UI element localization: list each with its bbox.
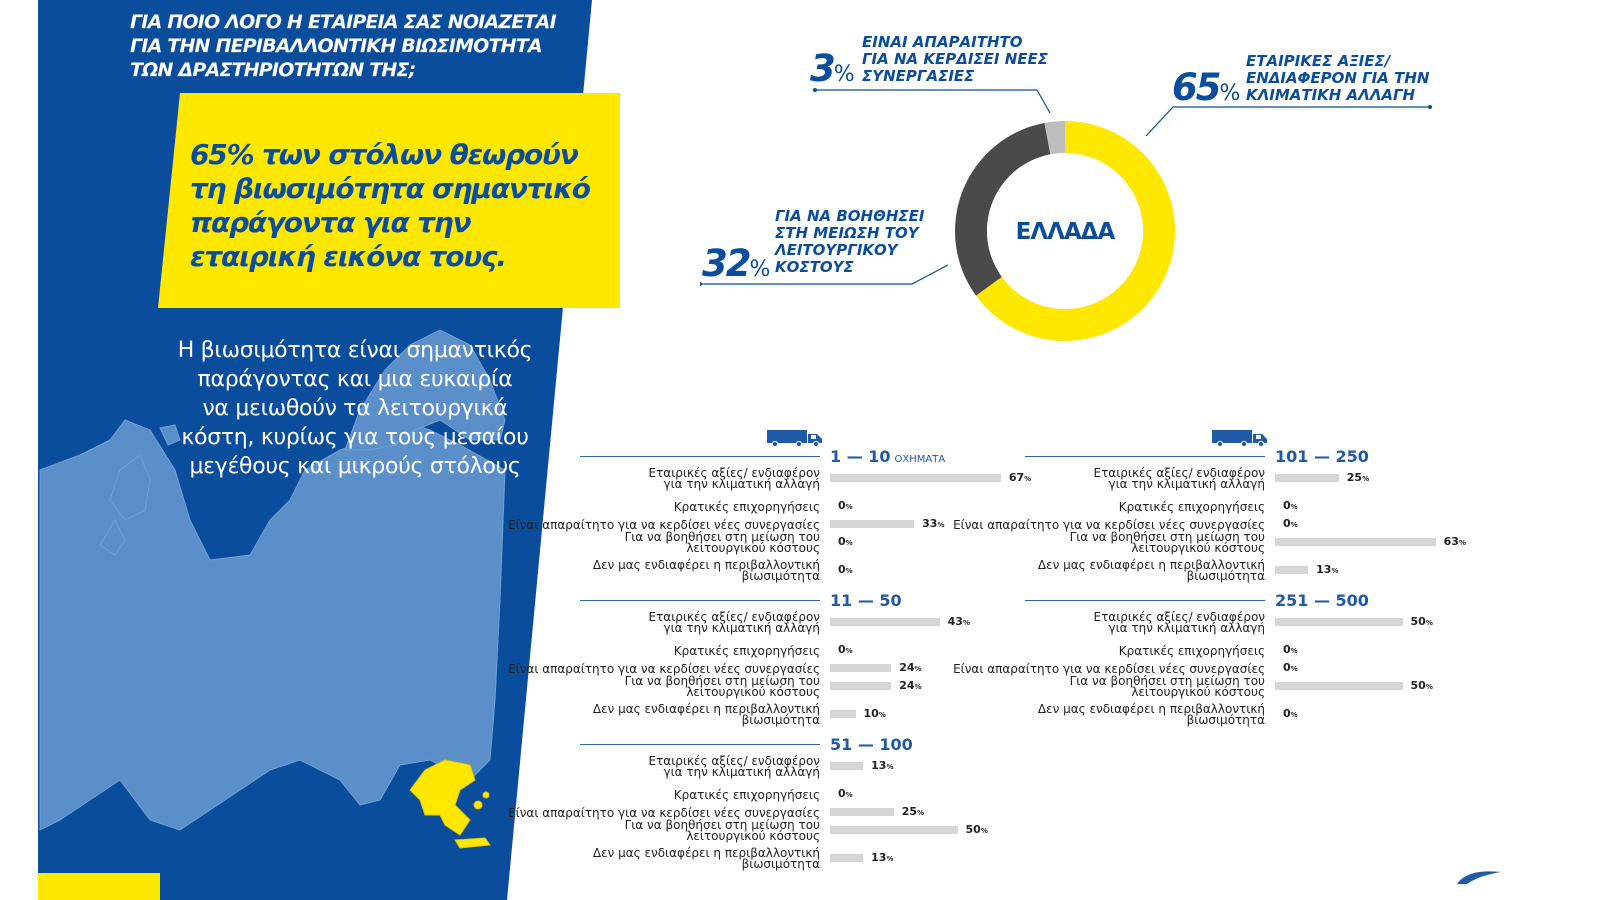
- bar-value-unit: %: [845, 567, 853, 575]
- bar-value: 0: [838, 499, 846, 512]
- bar-value-label: [838, 787, 853, 800]
- category-line: λειτουργικού κόστους: [1131, 541, 1265, 555]
- category-line: για την κλιματική αλλαγή: [1108, 477, 1265, 491]
- category-line: Δεν μας ενδιαφέρει η περιβαλλοντική: [592, 702, 820, 716]
- bar-value-unit: %: [1331, 567, 1339, 575]
- bar: [830, 710, 856, 718]
- pct-number: 32: [702, 242, 750, 285]
- bar-value-label: [899, 679, 921, 692]
- bar-value-unit: %: [1425, 683, 1433, 691]
- bar-value-unit: %: [1290, 521, 1298, 529]
- bar-value-label: [1411, 615, 1433, 628]
- bar-value: 50: [1410, 615, 1426, 628]
- category-line: Είναι απαραίτητο για να κερδίσει νέες συνεργασίες: [508, 518, 820, 532]
- question-line: ΓΙΑ ΤΗΝ ΠΕΡΙΒΑΛΛΟΝΤΙΚΗ ΒΙΩΣΙΜΟΤΗΤΑ: [130, 35, 542, 57]
- category-line: Για να βοηθήσει στη μείωση του: [624, 530, 820, 544]
- bar-value: 50: [1410, 679, 1426, 692]
- bar-value: 13: [871, 759, 887, 772]
- bar-value: 0: [838, 787, 846, 800]
- bar-value: 33: [922, 517, 938, 530]
- category-line: για την κλιματική αλλαγή: [663, 477, 820, 491]
- bar: [830, 618, 940, 626]
- slice-pct-3: [810, 47, 855, 90]
- bar-value: 10: [863, 707, 879, 720]
- label-line: ΣΤΗ ΜΕΙΩΣΗ ΤΟΥ: [775, 224, 919, 242]
- group-unit: ΟΧΗΜΑΤΑ: [894, 454, 946, 465]
- category-line: Κρατικές επιχορηγήσεις: [673, 644, 820, 658]
- bar-value-label: [1283, 661, 1298, 674]
- bar-value: 43: [947, 615, 963, 628]
- group-title: [830, 735, 913, 754]
- bar-category-label: [1038, 560, 1265, 582]
- bar-category-label: [625, 676, 820, 698]
- bar-category-label: [674, 790, 820, 801]
- bar: [1275, 538, 1436, 546]
- bar: [830, 826, 958, 834]
- category-line: λειτουργικού κόστους: [686, 829, 820, 843]
- bar-value-label: [1283, 517, 1298, 530]
- bar-value-unit: %: [845, 647, 853, 655]
- bar-value-unit: %: [878, 711, 886, 719]
- bar-value: 24: [899, 661, 915, 674]
- bar-value: 67: [1008, 471, 1025, 484]
- headline-line: παράγοντα για την: [190, 206, 471, 239]
- category-line: για την κλιματική αλλαγή: [663, 621, 820, 635]
- group-divider: [1025, 600, 1265, 601]
- category-line: Είναι απαραίτητο για να κερδίσει νέες συνεργασίες: [953, 662, 1265, 676]
- category-line: Για να βοηθήσει στη μείωση του: [1069, 674, 1265, 688]
- bar-value-label: [871, 759, 893, 772]
- category-line: Κρατικές επιχορηγήσεις: [1118, 644, 1265, 658]
- bar: [1275, 682, 1403, 690]
- bar-category-label: [1094, 468, 1266, 490]
- bottom-yellow-strip: [38, 873, 160, 900]
- slice-pct-32: [702, 242, 770, 285]
- bar-value-unit: %: [1290, 711, 1298, 719]
- bar-value-label: [966, 823, 988, 836]
- group-range: 1 — 10: [830, 447, 891, 466]
- bar-value-unit: %: [886, 763, 894, 771]
- group-title: [830, 447, 945, 466]
- pct-symbol: %: [1219, 81, 1241, 106]
- bar-value-unit: %: [1458, 539, 1466, 547]
- bar-value: 0: [838, 535, 846, 548]
- group-title: [1275, 591, 1369, 610]
- body-line: κόστη, κυρίως για τους μεσαίου: [181, 425, 529, 450]
- bar-value-label: [1316, 563, 1338, 576]
- category-line: βιωσιμότητα: [741, 857, 820, 871]
- group-divider: [580, 600, 820, 601]
- pct-number: 65: [1172, 66, 1220, 109]
- pct-number: 3: [810, 47, 834, 90]
- bar-value: 25: [901, 805, 918, 818]
- category-line: Εταιρικές αξίες/ ενδιαφέρον: [648, 754, 820, 768]
- bar-value: 0: [1283, 707, 1291, 720]
- bar-value-label: [1283, 499, 1298, 512]
- category-line: Εταιρικές αξίες/ ενδιαφέρον: [1093, 466, 1265, 480]
- label-line: ΛΕΙΤΟΥΡΓΙΚΟΥ: [775, 241, 898, 259]
- bar-value-unit: %: [845, 539, 853, 547]
- body-text: [160, 336, 550, 481]
- bar-category-label: [1070, 676, 1265, 698]
- bar-value-label: [838, 535, 853, 548]
- bar-value-unit: %: [980, 827, 988, 835]
- leader-line-3: [815, 90, 1050, 113]
- bar-value-label: [922, 517, 944, 530]
- category-line: λειτουργικού κόστους: [1131, 685, 1265, 699]
- group-range: 51 — 100: [830, 735, 913, 754]
- bar-value: 24: [899, 679, 915, 692]
- category-line: Κρατικές επιχορηγήσεις: [673, 500, 820, 514]
- group-range: 101 — 250: [1275, 447, 1369, 466]
- headline-line: τη βιωσιμότητα σημαντικό: [190, 172, 590, 205]
- leader-line-65: [1146, 107, 1430, 136]
- label-line: ΓΙΑ ΝΑ ΒΟΗΘΗΣΕΙ: [775, 207, 925, 225]
- bar-value-label: [838, 643, 853, 656]
- category-line: Εταιρικές αξίες/ ενδιαφέρον: [1093, 610, 1265, 624]
- bar-value-label: [1009, 471, 1031, 484]
- bar-value: 63: [1443, 535, 1459, 548]
- bar-value: 0: [1283, 643, 1291, 656]
- body-line: μεγέθους και μικρούς στόλους: [189, 454, 521, 479]
- group-divider: [580, 456, 820, 457]
- group-divider: [1025, 456, 1265, 457]
- category-line: βιωσιμότητα: [741, 569, 820, 583]
- bar-value-label: [864, 707, 886, 720]
- bar: [1275, 474, 1339, 482]
- bar-value-unit: %: [845, 503, 853, 511]
- body-line: παράγοντας και μια ευκαιρία: [197, 367, 513, 392]
- body-line: Η βιωσιμότητα είναι σημαντικός: [177, 338, 533, 363]
- category-line: για την κλιματική αλλαγή: [663, 765, 820, 779]
- bar-value-unit: %: [1425, 619, 1433, 627]
- group-range: 251 — 500: [1275, 591, 1369, 610]
- category-line: Είναι απαραίτητο για να κερδίσει νέες συνεργασίες: [508, 806, 820, 820]
- bar-value: 0: [1283, 499, 1291, 512]
- bar-category-label: [593, 704, 820, 726]
- category-line: Δεν μας ενδιαφέρει η περιβαλλοντική: [592, 558, 820, 572]
- bar-value-label: [948, 615, 970, 628]
- bar-category-label: [649, 468, 821, 490]
- bar-value-unit: %: [845, 791, 853, 799]
- bar-value-unit: %: [1290, 665, 1298, 673]
- bar-category-label: [649, 612, 821, 634]
- bar-value-label: [899, 661, 921, 674]
- bar-value-label: [1283, 643, 1298, 656]
- donut-center-label: ΕΛΛΑΔΑ: [1015, 219, 1115, 245]
- bar-value-unit: %: [1290, 647, 1298, 655]
- bar-value-unit: %: [886, 855, 894, 863]
- group-range: 11 — 50: [830, 591, 902, 610]
- bar: [830, 664, 891, 672]
- category-line: Δεν μας ενδιαφέρει η περιβαλλοντική: [592, 846, 820, 860]
- bar-value: 13: [1316, 563, 1332, 576]
- headline-text: [190, 138, 630, 274]
- bar-value: 0: [838, 643, 846, 656]
- bar-category-label: [1038, 704, 1265, 726]
- bar-category-label: [625, 532, 820, 554]
- category-line: Για να βοηθήσει στη μείωση του: [624, 674, 820, 688]
- label-line: ΓΙΑ ΝΑ ΚΕΡΔΙΣΕΙ ΝΕΕΣ: [862, 50, 1048, 68]
- category-line: Δεν μας ενδιαφέρει η περιβαλλοντική: [1037, 702, 1265, 716]
- bar-category-label: [593, 560, 820, 582]
- slice-label-65: [1246, 52, 1435, 104]
- category-line: λειτουργικού κόστους: [686, 541, 820, 555]
- label-line: ΚΟΣΤΟΥΣ: [775, 258, 854, 276]
- bar: [1275, 566, 1308, 574]
- pct-symbol: %: [749, 257, 771, 282]
- category-line: Κρατικές επιχορηγήσεις: [673, 788, 820, 802]
- brand-logo-icon: [1455, 868, 1505, 886]
- body-line: να μειωθούν τα λειτουργικά: [202, 396, 508, 421]
- group-title: [830, 591, 902, 610]
- pct-symbol: %: [833, 62, 855, 87]
- bar: [830, 682, 891, 690]
- category-line: Κρατικές επιχορηγήσεις: [1118, 500, 1265, 514]
- bar-category-label: [1070, 532, 1265, 554]
- slice-pct-65: [1172, 66, 1240, 109]
- bar-value-unit: %: [962, 619, 970, 627]
- category-line: βιωσιμότητα: [741, 713, 820, 727]
- leader-dot: [1428, 105, 1432, 109]
- bar-value-label: [1347, 471, 1369, 484]
- bar-category-label: [625, 820, 820, 842]
- bar-value: 13: [871, 851, 887, 864]
- headline-line: 65% των στόλων θεωρούν: [190, 138, 578, 171]
- category-line: Για να βοηθήσει στη μείωση του: [624, 818, 820, 832]
- bar-category-label: [1119, 646, 1265, 657]
- bar-category-label: [593, 848, 820, 870]
- bar-category-label: [1119, 502, 1265, 513]
- bar: [830, 474, 1001, 482]
- bar-category-label: [649, 756, 821, 778]
- group-divider: [580, 744, 820, 745]
- bar-value-unit: %: [1290, 503, 1298, 511]
- question-text: [130, 10, 570, 82]
- label-line: ΕΤΑΙΡΙΚΕΣ ΑΞΙΕΣ/: [1246, 52, 1391, 70]
- truck-icon: [766, 428, 824, 448]
- category-line: Εταιρικές αξίες/ ενδιαφέρον: [648, 466, 820, 480]
- bar-category-label: [1094, 612, 1266, 634]
- bar-value-label: [902, 805, 924, 818]
- bar: [830, 762, 863, 770]
- category-line: βιωσιμότητα: [1186, 569, 1265, 583]
- category-line: Είναι απαραίτητο για να κερδίσει νέες συνεργασίες: [953, 518, 1265, 532]
- bar-value-unit: %: [914, 665, 922, 673]
- category-line: Εταιρικές αξίες/ ενδιαφέρον: [648, 610, 820, 624]
- bar-value-unit: %: [937, 521, 945, 529]
- bar-value-label: [871, 851, 893, 864]
- bar: [830, 808, 894, 816]
- category-line: Δεν μας ενδιαφέρει η περιβαλλοντική: [1037, 558, 1265, 572]
- bar-value-unit: %: [917, 809, 925, 817]
- bar-value-label: [1444, 535, 1466, 548]
- bar-value-label: [1283, 707, 1298, 720]
- label-line: ΕΙΝΑΙ ΑΠΑΡΑΙΤΗΤΟ: [862, 33, 1023, 51]
- bar: [1275, 618, 1403, 626]
- truck-icon: [1211, 428, 1269, 448]
- question-line: ΤΩΝ ΔΡΑΣΤΗΡΙΟΤΗΤΩΝ ΤΗΣ;: [130, 59, 416, 81]
- group-title: [1275, 447, 1369, 466]
- bar-value-label: [838, 563, 853, 576]
- bar-value: 50: [965, 823, 981, 836]
- bar-value-unit: %: [914, 683, 922, 691]
- bar-value-unit: %: [1362, 475, 1370, 483]
- bar-value: 25: [1346, 471, 1363, 484]
- slice-label-32: [774, 207, 930, 276]
- label-line: ΚΛΙΜΑΤΙΚΗ ΑΛΛΑΓΗ: [1246, 86, 1416, 104]
- bar-value-label: [838, 499, 853, 512]
- headline-line: εταιρική εικόνα τους.: [190, 240, 506, 273]
- category-line: βιωσιμότητα: [1186, 713, 1265, 727]
- category-line: Για να βοηθήσει στη μείωση του: [1069, 530, 1265, 544]
- bar: [830, 854, 863, 862]
- bar-value: 0: [1283, 661, 1291, 674]
- question-line: ΓΙΑ ΠΟΙΟ ΛΟΓΟ Η ΕΤΑΙΡΕΙΑ ΣΑΣ ΝΟΙΑΖΕΤΑΙ: [130, 11, 556, 33]
- bar-value: 0: [1283, 517, 1291, 530]
- bar-category-label: [674, 646, 820, 657]
- label-line: ΕΝΔΙΑΦΕΡΟΝ ΓΙΑ ΤΗΝ: [1246, 69, 1430, 87]
- slice-label-3: [862, 33, 1053, 85]
- bar-value-unit: %: [1024, 475, 1032, 483]
- bar-category-label: [674, 502, 820, 513]
- donut-chart: [700, 20, 1480, 380]
- label-line: ΣΥΝΕΡΓΑΣΙΕΣ: [862, 67, 975, 85]
- bar-value-label: [1411, 679, 1433, 692]
- category-line: για την κλιματική αλλαγή: [1108, 621, 1265, 635]
- category-line: λειτουργικού κόστους: [686, 685, 820, 699]
- category-line: Είναι απαραίτητο για να κερδίσει νέες συνεργασίες: [508, 662, 820, 676]
- bar-value: 0: [838, 563, 846, 576]
- bar: [830, 520, 914, 528]
